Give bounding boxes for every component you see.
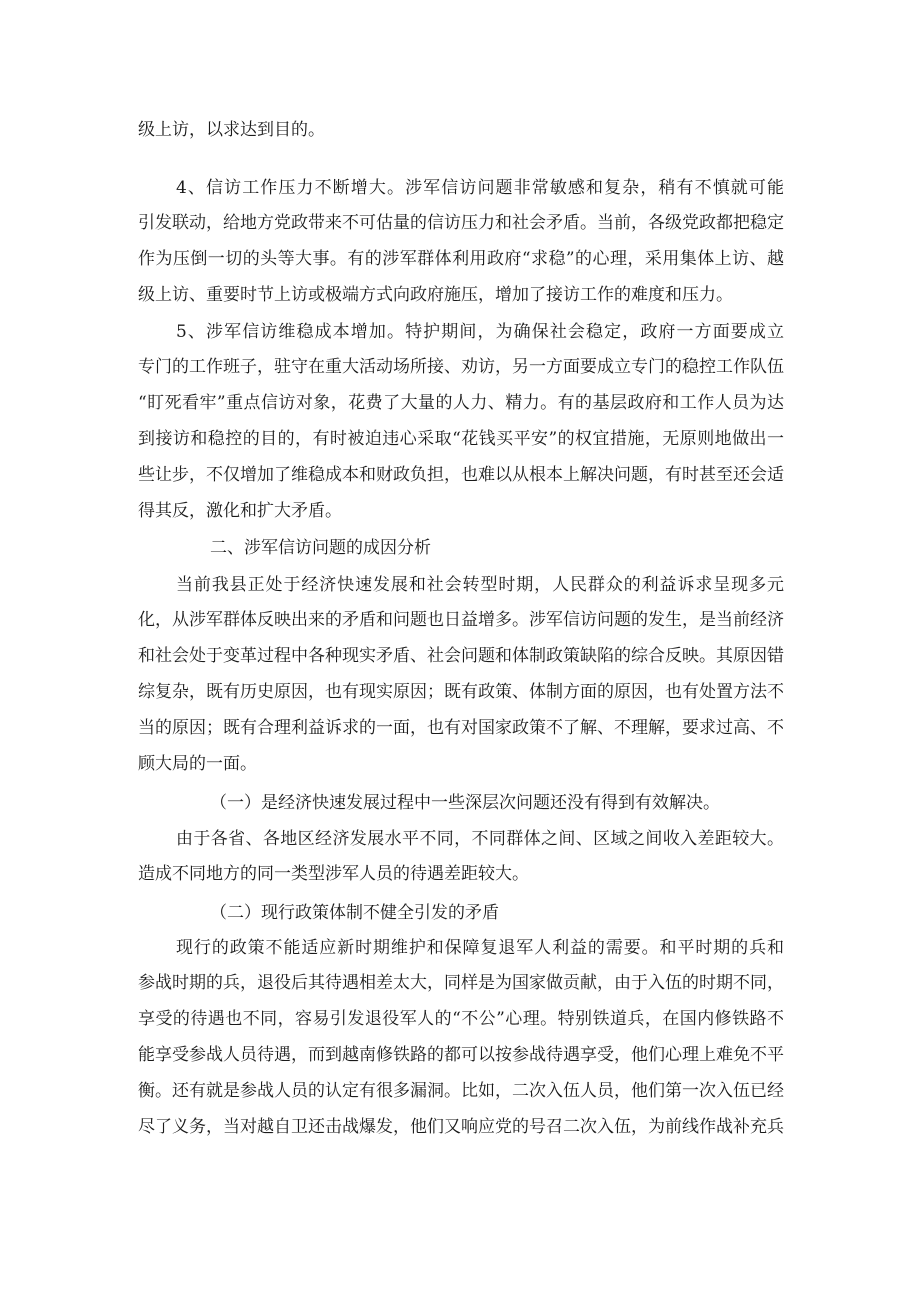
text-line: 化，从涉军群体反映出来的矛盾和问题也日益增多。涉军信访问题的发生，是当前经济	[138, 610, 784, 630]
text-line: 造成不同地方的同一类型涉军人员的待遇差距较大。	[138, 864, 529, 884]
text-line: 4、信访工作压力不断增大。涉军信访问题非常敏感和复杂，稍有不慎就可能	[176, 178, 784, 198]
text-line: 得其反，激化和扩大矛盾。	[138, 501, 342, 521]
text-line: 些让步，不仅增加了维稳成本和财政负担，也难以从根本上解决问题，有时甚至还会适	[138, 465, 784, 485]
text-line: 当的原因；既有合理利益诉求的一面，也有对国家政策不了解、不理解，要求过高、不	[138, 718, 784, 738]
text-line: 到接访和稳控的目的，有时被迫违心采取“花钱买平安”的权宜措施，无原则地做出一	[138, 429, 784, 449]
heading-text: （二）现行政策体制不健全引发的矛盾	[210, 903, 499, 923]
text-line: 享受的待遇也不同，容易引发退役军人的“不公”心理。特别铁道兵，在国内修铁路不	[138, 1009, 784, 1029]
heading-text: 二、涉军信访问题的成因分析	[210, 538, 431, 558]
text-line: 衡。还有就是参战人员的认定有很多漏洞。比如，二次入伍人员，他们第一次入伍已经	[138, 1081, 784, 1101]
text-line: 5、涉军信访维稳成本增加。特护期间，为确保社会稳定，政府一方面要成立	[176, 322, 784, 342]
text-line: 能享受参战人员待遇，而到越南修铁路的都可以按参战待遇享受，他们心理上难免不平	[138, 1045, 784, 1065]
text-line: 和社会处于变革过程中各种现实矛盾、社会问题和体制政策缺陷的综合反映。其原因错	[138, 646, 784, 666]
text-line: 现行的政策不能适应新时期维护和保障复退军人利益的需要。和平时期的兵和	[176, 938, 784, 958]
text-line: “盯死看牢”重点信访对象，花费了大量的人力、精力。有的基层政府和工作人员为达	[138, 393, 784, 413]
text-line: 级上访、重要时节上访或极端方式向政府施压，增加了接访工作的难度和压力。	[138, 285, 733, 305]
text-line: 作为压倒一切的头等大事。有的涉军群体利用政府“求稳”的心理，采用集体上访、越	[138, 249, 784, 269]
text-line: 引发联动，给地方党政带来不可估量的信访压力和社会矛盾。当前，各级党政都把稳定	[138, 213, 784, 233]
text-line: 当前我县正处于经济快速发展和社会转型时期，人民群众的利益诉求呈现多元	[176, 575, 784, 595]
heading-text: （一）是经济快速发展过程中一些深层次问题还没有得到有效解决。	[210, 793, 720, 813]
text-line: 级上访，以求达到目的。	[138, 120, 325, 140]
text-line: 参战时期的兵，退役后其待遇相差太大，同样是为国家做贡献，由于入伍的时期不同，	[138, 973, 784, 993]
text-line: 顾大局的一面。	[138, 754, 257, 774]
text-line: 尽了义务，当对越自卫还击战爆发，他们又响应党的号召二次入伍，为前线作战补充兵	[138, 1117, 784, 1137]
text-line: 综复杂，既有历史原因，也有现实原因；既有政策、体制方面的原因，也有处置方法不	[138, 682, 784, 702]
text-line: 专门的工作班子，驻守在重大活动场所接、劝访，另一方面要成立专门的稳控工作队伍	[138, 357, 784, 377]
text-line: 由于各省、各地区经济发展水平不同，不同群体之间、区域之间收入差距较大。	[176, 829, 784, 849]
